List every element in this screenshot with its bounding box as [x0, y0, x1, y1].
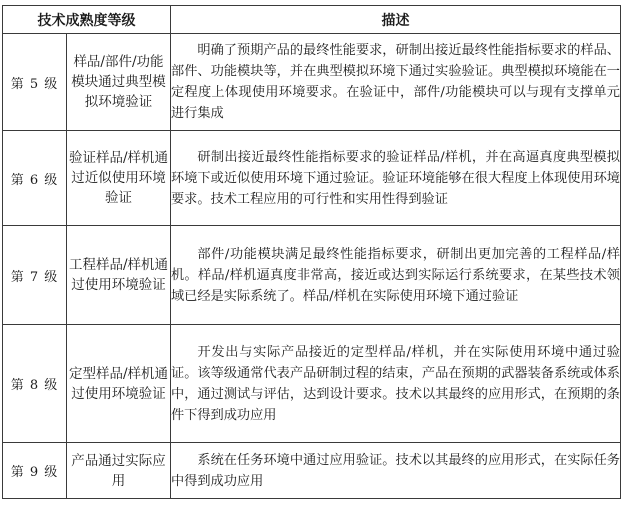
- level-number: 第 5 级: [3, 34, 67, 131]
- level-number: 第 8 级: [3, 325, 67, 443]
- table-row: [3, 131, 621, 226]
- header-description-column: 描述: [171, 6, 621, 34]
- level-description: 研制出接近最终性能指标要求的验证样品/样机，并在高逼真度典型模拟环境下或近似使用环境下通过验证。验证环境能够在很大程度上体现使用环境要求。技术工程应用的可行性和实用性得到验证: [171, 131, 621, 226]
- level-description: 开发出与实际产品接近的定型样品/样机，并在实际使用环境中通过验证。该等级通常代表产品研制过程的结束，产品在预期的武器装备系统或体系中，通过测试与评估，达到设计要求。技术以其最终的应用形式，在预期的条件下得到成功应用: [171, 325, 621, 443]
- level-name: 工程样品/样机通过使用环境验证: [67, 226, 171, 325]
- header-level-column: 技术成熟度等级: [3, 6, 171, 34]
- level-description: 部件/功能模块满足最终性能指标要求，研制出更加完善的工程样品/样机。样品/样机逼真度非常高，接近或达到实际运行系统要求，在某些技术领域已经是实际系统了。样品/样机在实际使用环境下通过验证: [171, 226, 621, 325]
- level-name: 定型样品/样机通过使用环境验证: [67, 325, 171, 443]
- level-description: 系统在任务环境中通过应用验证。技术以其最终的应用形式，在实际任务中得到成功应用: [171, 443, 621, 499]
- level-name: 验证样品/样机通过近似使用环境验证: [67, 131, 171, 226]
- table-row: [3, 443, 621, 499]
- table-row: [3, 226, 621, 325]
- level-number: 第 6 级: [3, 131, 67, 226]
- table-row: [3, 325, 621, 443]
- level-name: 产品通过实际应用: [67, 443, 171, 499]
- header-row: [3, 6, 621, 34]
- level-number: 第 9 级: [3, 443, 67, 499]
- level-name: 样品/部件/功能模块通过典型模拟环境验证: [67, 34, 171, 131]
- level-description: 明确了预期产品的最终性能要求，研制出接近最终性能指标要求的样品、部件、功能模块等，并在典型模拟环境下通过实验验证。典型模拟环境能在一定程度上体现使用环境要求。在验证中，部件/功能模块可以与现有支撑单元进行集成: [171, 34, 621, 131]
- trl-table: [2, 5, 621, 499]
- table-row: [3, 34, 621, 131]
- level-number: 第 7 级: [3, 226, 67, 325]
